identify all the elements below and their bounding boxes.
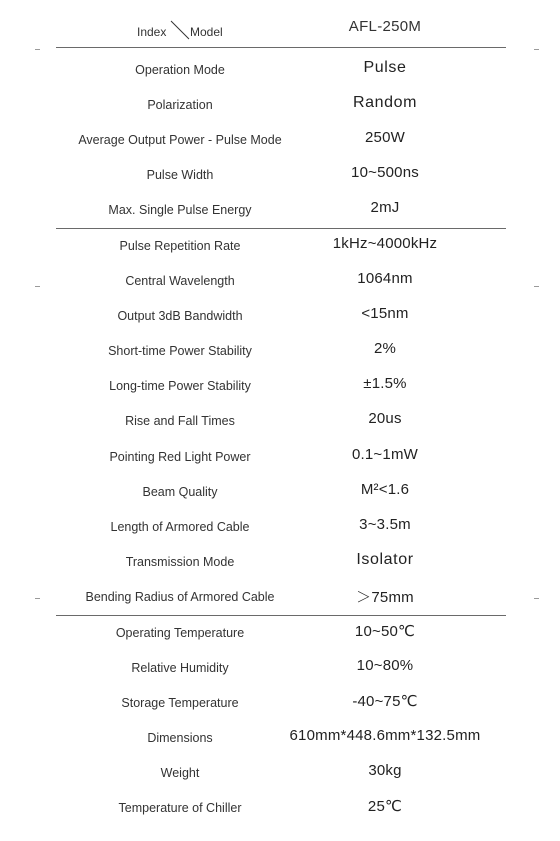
spec-value: 3~3.5m xyxy=(359,516,411,533)
spec-label: Short-time Power Stability xyxy=(108,344,252,358)
spec-label: Beam Quality xyxy=(142,485,218,499)
spec-label: Dimensions xyxy=(147,731,213,745)
spec-value: ＞75mm xyxy=(356,589,414,606)
spec-value: 10~80% xyxy=(356,657,414,674)
spec-row-weight xyxy=(0,756,560,791)
spec-label: Operation Mode xyxy=(135,63,225,77)
spec-value: Pulse xyxy=(363,59,407,76)
spec-row-average-output-power xyxy=(0,123,560,158)
table-divider-top xyxy=(56,47,506,48)
spec-row-bending-radius xyxy=(0,580,560,615)
spec-label: Weight xyxy=(160,766,200,780)
spec-value: 10~500ns xyxy=(351,164,419,181)
spec-value: 1kHz~4000kHz xyxy=(332,235,438,252)
crop-mark xyxy=(35,49,40,50)
spec-label: Polarization xyxy=(147,98,213,112)
spec-label: Pulse Repetition Rate xyxy=(119,239,241,253)
spec-label: Relative Humidity xyxy=(131,661,229,675)
spec-row-operation-mode xyxy=(0,53,560,88)
spec-label: Storage Temperature xyxy=(121,696,239,710)
spec-label: Pointing Red Light Power xyxy=(109,450,251,464)
spec-label: Output 3dB Bandwidth xyxy=(117,309,243,323)
spec-label: Rise and Fall Times xyxy=(125,414,235,428)
spec-label: Length of Armored Cable xyxy=(110,520,250,534)
spec-label: Bending Radius of Armored Cable xyxy=(85,590,275,604)
crop-mark xyxy=(534,49,539,50)
spec-row-pulse-width xyxy=(0,158,560,193)
header-index-label: Index xyxy=(137,25,167,39)
spec-row-temperature-of-chiller xyxy=(0,791,560,826)
spec-value: 2mJ xyxy=(370,199,400,216)
spec-label: Operating Temperature xyxy=(115,626,245,640)
spec-row-dimensions xyxy=(0,721,560,756)
spec-value: 20us xyxy=(368,410,402,427)
spec-label: Pulse Width xyxy=(146,168,214,182)
spec-row-long-time-power-stability xyxy=(0,369,560,404)
spec-value: 10~50℃ xyxy=(354,623,416,640)
spec-value: 25℃ xyxy=(367,798,403,815)
spec-value: -40~75℃ xyxy=(352,693,418,710)
spec-row-rise-and-fall-times xyxy=(0,404,560,439)
spec-label: Max. Single Pulse Energy xyxy=(108,203,252,217)
spec-row-transmission-mode xyxy=(0,545,560,580)
spec-value: 0.1~1mW xyxy=(351,446,418,463)
spec-value: ±1.5% xyxy=(363,375,407,392)
spec-row-polarization xyxy=(0,88,560,123)
spec-row-output-3db-bandwidth xyxy=(0,299,560,334)
spec-value: 2% xyxy=(373,340,397,357)
header-model-value: AFL-250M xyxy=(348,18,422,35)
spec-value: 1064nm xyxy=(357,270,413,287)
spec-value: 610mm*448.6mm*132.5mm xyxy=(289,727,481,744)
spec-value: <15nm xyxy=(361,305,409,322)
spec-value: Random xyxy=(352,94,418,111)
spec-row-relative-humidity xyxy=(0,651,560,686)
spec-row-length-of-armored-cable xyxy=(0,510,560,545)
spec-row-short-time-power-stability xyxy=(0,334,560,369)
spec-value: 30kg xyxy=(368,762,402,779)
spec-row-storage-temperature xyxy=(0,686,560,721)
table-header xyxy=(0,14,560,46)
spec-row-max-single-pulse-energy xyxy=(0,193,560,228)
spec-value: M²<1.6 xyxy=(360,481,410,498)
spec-label: Transmission Mode xyxy=(125,555,235,569)
diagonal-divider-icon xyxy=(170,20,190,40)
header-model-label: Model xyxy=(190,25,223,39)
spec-label: Central Wavelength xyxy=(125,274,235,288)
spec-value: 250W xyxy=(365,129,405,146)
spec-row-operating-temperature xyxy=(0,616,560,651)
spec-label: Temperature of Chiller xyxy=(118,801,242,815)
spec-row-pointing-red-light-power xyxy=(0,440,560,475)
spec-row-central-wavelength xyxy=(0,264,560,299)
spec-label: Average Output Power - Pulse Mode xyxy=(78,133,282,147)
spec-row-pulse-repetition-rate xyxy=(0,229,560,264)
spec-row-beam-quality xyxy=(0,475,560,510)
spec-value: Isolator xyxy=(356,551,414,568)
spec-label: Long-time Power Stability xyxy=(109,379,251,393)
